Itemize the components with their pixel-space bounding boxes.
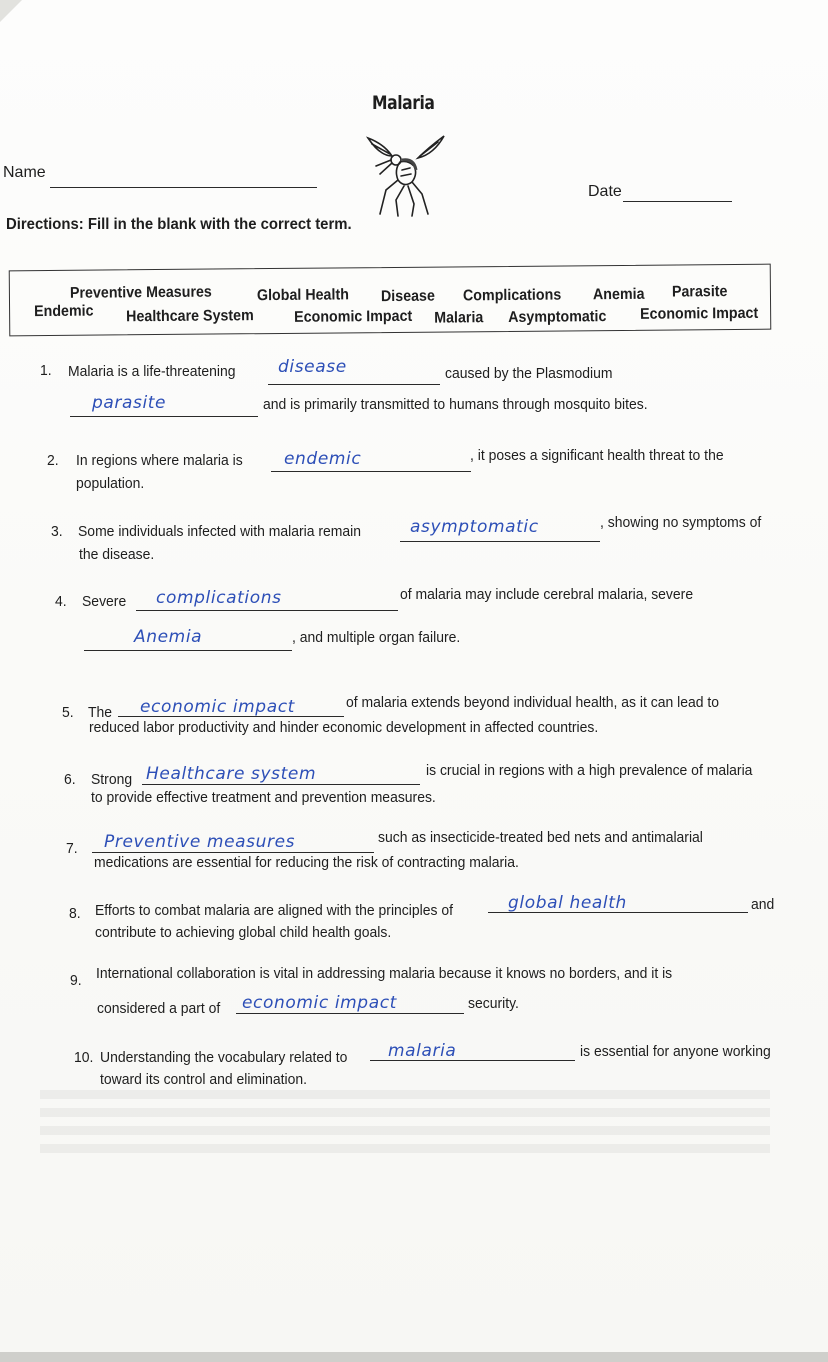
question-text: Strong: [91, 771, 133, 788]
question-text: , and multiple organ failure.: [292, 629, 461, 646]
handwritten-answer: Preventive measures: [104, 832, 296, 852]
question-number: 4.: [55, 593, 67, 610]
word-bank: [9, 264, 772, 337]
question-number: 5.: [62, 704, 74, 721]
question-text: reduced labor productivity and hinder economic development in affected countries.: [89, 719, 599, 736]
handwritten-answer: disease: [278, 357, 347, 377]
question-text: Understanding the vocabulary related to: [100, 1049, 348, 1066]
question-number: 2.: [47, 452, 59, 469]
question-text: such as insecticide-treated bed nets and antimalarial: [378, 829, 703, 846]
question-text: security.: [468, 995, 519, 1012]
handwritten-answer: parasite: [92, 393, 167, 413]
word-bank-item: Parasite: [671, 283, 728, 301]
question-text: to provide effective treatment and prevention measures.: [91, 789, 436, 806]
word-bank-item: Preventive Measures: [69, 283, 212, 302]
handwritten-answer: Anemia: [134, 627, 203, 647]
handwritten-answer: malaria: [388, 1041, 457, 1061]
question-text: Some individuals infected with malaria remain: [78, 523, 362, 540]
name-label: Name: [3, 164, 46, 181]
handwritten-answer: global health: [508, 893, 627, 913]
question-text: caused by the Plasmodium: [445, 365, 613, 382]
answer-blank[interactable]: [142, 784, 420, 785]
question-text: International collaboration is vital in addressing malaria because it knows no borders, and it is: [96, 965, 673, 982]
handwritten-answer: Healthcare system: [146, 764, 317, 784]
word-bank-item: Malaria: [434, 309, 484, 327]
word-bank-item: Endemic: [34, 302, 94, 321]
handwritten-answer: asymptomatic: [410, 517, 539, 537]
word-bank-item: Asymptomatic: [508, 308, 607, 326]
handwritten-answer: complications: [156, 588, 282, 608]
word-bank-item: Economic Impact: [640, 304, 759, 323]
date-label: Date: [588, 183, 622, 200]
mosquito-icon: [358, 130, 454, 222]
question-text: medications are essential for reducing the risk of contracting malaria.: [94, 854, 519, 871]
question-number: 3.: [51, 523, 63, 540]
answer-blank[interactable]: [84, 650, 292, 651]
question-text: is essential for anyone working: [580, 1043, 771, 1060]
word-bank-item: Economic Impact: [294, 307, 413, 326]
question-number: 6.: [64, 771, 76, 788]
answer-blank[interactable]: [268, 384, 440, 385]
question-number: 7.: [66, 840, 78, 857]
answer-blank[interactable]: [70, 416, 258, 417]
handwritten-answer: endemic: [284, 449, 362, 469]
answer-blank[interactable]: [92, 852, 374, 853]
page-edge: [0, 1352, 828, 1362]
question-text: the disease.: [79, 546, 155, 563]
question-text: , it poses a significant health threat to the: [470, 447, 724, 464]
answer-blank[interactable]: [136, 610, 398, 611]
answer-blank[interactable]: [236, 1013, 464, 1014]
word-bank-item: Anemia: [592, 285, 645, 304]
word-bank-item: Disease: [380, 287, 435, 306]
page-fold: [0, 0, 22, 22]
question-text: is crucial in regions with a high prevalence of malaria: [426, 762, 753, 779]
question-text: of malaria extends beyond individual health, as it can lead to: [346, 694, 720, 711]
word-bank-item: Healthcare System: [126, 307, 254, 326]
question-text: population.: [76, 475, 145, 492]
question-number: 9.: [70, 972, 82, 989]
answer-blank[interactable]: [271, 471, 471, 472]
worksheet-title: Malaria: [372, 92, 435, 114]
handwritten-answer: economic impact: [242, 993, 397, 1013]
question-text: , showing no symptoms of: [600, 514, 762, 531]
word-bank-item: Complications: [462, 286, 562, 305]
question-text: toward its control and elimination.: [100, 1071, 308, 1088]
question-number: 1.: [40, 362, 52, 379]
question-text: Efforts to combat malaria are aligned with the principles of: [95, 902, 453, 919]
question-text: of malaria may include cerebral malaria, severe: [400, 586, 694, 603]
question-text: Severe: [82, 593, 127, 610]
question-number: 8.: [69, 905, 81, 922]
handwritten-answer: economic impact: [140, 697, 295, 717]
word-bank-item: Global Health: [256, 286, 349, 305]
question-number: 10.: [74, 1049, 94, 1066]
question-text: and is primarily transmitted to humans through mosquito bites.: [263, 396, 648, 413]
question-text: and: [751, 896, 775, 913]
bleed-through-text: [40, 1090, 770, 1160]
question-text: Malaria is a life-threatening: [68, 363, 236, 380]
question-text: contribute to achieving global child health goals.: [95, 924, 392, 941]
question-text: In regions where malaria is: [76, 452, 243, 469]
question-text: The: [88, 704, 113, 721]
directions: Directions: Fill in the blank with the correct term.: [6, 216, 352, 233]
name-field[interactable]: [50, 187, 317, 188]
question-text: considered a part of: [97, 1000, 221, 1017]
date-field[interactable]: [623, 201, 732, 202]
answer-blank[interactable]: [400, 541, 600, 542]
